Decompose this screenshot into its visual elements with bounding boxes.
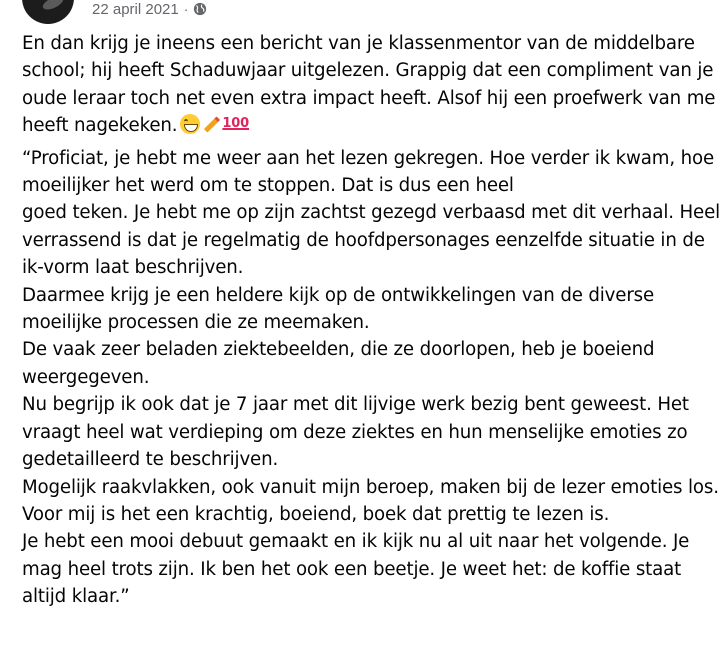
quote-line: “Proficiat, je hebt me weer aan het lezen gekregen. Hoe verder ik kwam, hoe moeilijker het werd om te stoppen. Dat is dus een heel	[22, 147, 715, 197]
pencil-emoji	[201, 114, 221, 134]
post-intro-text: En dan krijg je ineens een bericht van je klassenmentor van de middelbare school; hij heeft Schaduwjaar uitgelezen. Grappig dat een compliment van je oude leraar toch net even extra impact heeft. Alsof hij een proefwerk van me heeft nagekeken.	[22, 33, 716, 137]
post-meta	[92, 0, 207, 18]
hundred-points-emoji: 100	[222, 116, 250, 132]
globe-icon[interactable]	[193, 2, 207, 16]
meta-separator: ·	[183, 1, 189, 17]
post-date[interactable]: 22 april 2021	[92, 0, 179, 18]
post-paragraph	[22, 30, 722, 140]
quote-line: Je hebt een mooi debuut gemaakt en ik kijk nu al uit naar het volgende. Je mag heel trots zijn. Ik ben het ook een beetje. Je weet het: de koffie staat altijd klaar.”	[22, 531, 690, 608]
quote-line: Mogelijk raakvlakken, ook vanuit mijn beroep, maken bij de lezer emoties los. Voor mij is het een krachtig, boeiend, boek dat prettig te lezen is.	[22, 476, 719, 525]
beaming-face-emoji	[180, 114, 200, 134]
post-body	[22, 30, 722, 611]
emoji-group	[180, 114, 250, 134]
quote-line: Daarmee krijg je een heldere kijk op de ontwikkelingen van de diverse moeilijke processen die ze meemaken.	[22, 284, 655, 334]
avatar[interactable]	[22, 0, 74, 24]
quote-line: goed teken. Je hebt me op zijn zachtst gezegd verbaasd met dit verhaal. Heel verrassend is dat je regelmatig de hoofdpersonages eenzelfde situatie in de ik-vorm laat beschrijven.	[22, 202, 721, 279]
quote-line: De vaak zeer beladen ziektebeelden, die ze doorlopen, heb je boeiend weergegeven.	[22, 339, 655, 388]
quote-line: Nu begrijp ik ook dat je 7 jaar met dit lijvige werk bezig bent geweest. Het vraagt heel wat verdieping om deze ziektes en hun menselijke emoties zo gedetailleerd te beschrijven.	[22, 394, 689, 471]
